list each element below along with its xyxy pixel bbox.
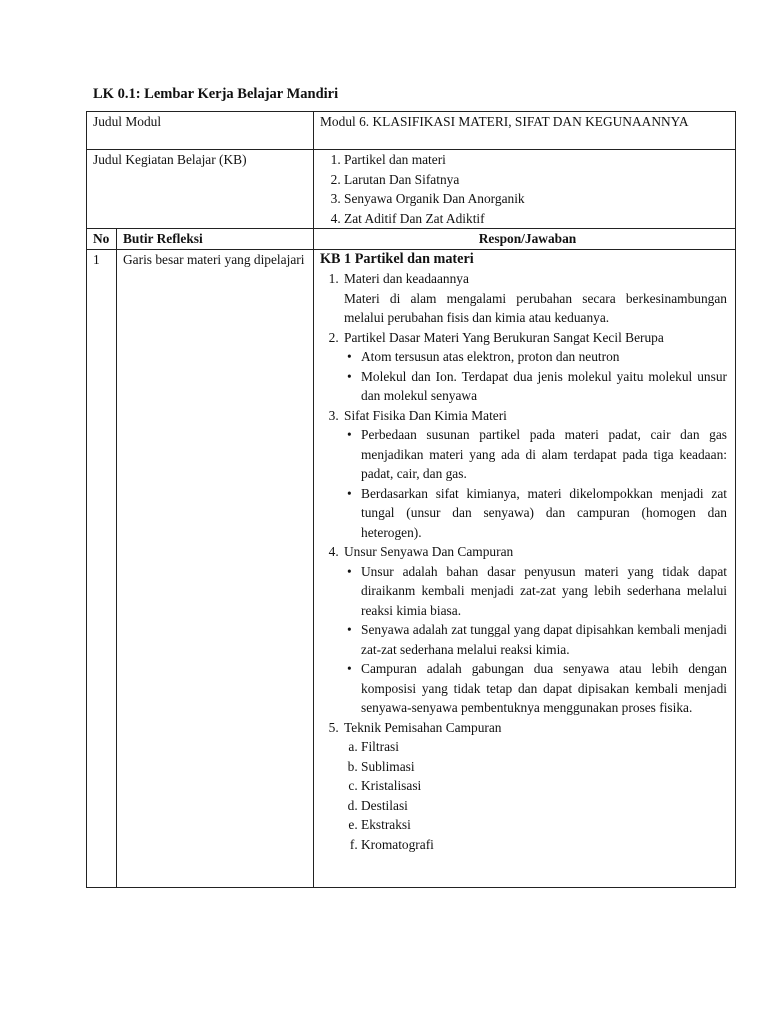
- kb-list-cell: [314, 150, 736, 229]
- kb-heading: KB 1 Partikel dan materi: [320, 250, 474, 267]
- butir-text: Garis besar materi yang dipelajari: [117, 249, 314, 887]
- response-cell: [314, 249, 736, 887]
- table-header-row: [87, 229, 736, 250]
- kb-item: 4. Zat Aditif Dan Zat Adiktif: [344, 209, 735, 229]
- page-title: LK 0.1: Lembar Kerja Belajar Mandiri: [93, 86, 339, 102]
- section-item: [342, 269, 727, 328]
- bullet-item: • Molekul dan Ion. Terdapat dua jenis molekul yaitu molekul unsur dan molekul senyawa: [361, 367, 727, 406]
- kb-list: [320, 150, 735, 228]
- section-title: Sifat Fisika Dan Kimia Materi: [344, 407, 507, 423]
- kb-item: 2. Larutan Dan Sifatnya: [344, 170, 735, 190]
- bullet-list: [344, 347, 727, 406]
- bullet-list: [344, 562, 727, 718]
- technique-item: a. Filtrasi: [361, 737, 727, 757]
- section-item: [342, 718, 727, 855]
- section-title: Partikel Dasar Materi Yang Berukuran Sangat Kecil Berupa: [344, 329, 664, 345]
- table-row-kb: [87, 150, 736, 229]
- table-row: [87, 249, 736, 887]
- section-item: [342, 406, 727, 543]
- modul-label: Judul Modul: [87, 112, 314, 150]
- section-list: [320, 269, 727, 854]
- bullet-list: [344, 425, 727, 542]
- bullet-item: • Campuran adalah gabungan dua senyawa atau lebih dengan komposisi yang tidak tetap dan dapat dipisakan kembali menjadi senyawa-senyawa pembentuknya menggunakan proses fisika.: [361, 659, 727, 718]
- table-row-modul: [87, 112, 736, 150]
- section-item: [342, 542, 727, 718]
- technique-item: e. Ekstraksi: [361, 815, 727, 835]
- row-number: 1: [87, 249, 117, 887]
- section-title: Unsur Senyawa Dan Campuran: [344, 544, 514, 559]
- section-paragraph: Materi di alam mengalami perubahan secara berkesinambungan melalui perubahan fisis dan kimia atau keduanya.: [344, 290, 727, 325]
- kb-label: Judul Kegiatan Belajar (KB): [87, 150, 314, 229]
- technique-item: d. Destilasi: [361, 796, 727, 816]
- bullet-item: • Unsur adalah bahan dasar penyusun materi yang tidak dapat diraikanm kembali menjadi zat-zat yang lebih sederhana melalui reaksi kimia biasa.: [361, 562, 727, 621]
- bullet-item: • Atom tersusun atas elektron, proton dan neutron: [361, 347, 727, 367]
- column-header-no: No: [87, 229, 117, 250]
- section-title: Teknik Pemisahan Campuran: [344, 719, 502, 735]
- column-header-respon: Respon/Jawaban: [314, 229, 736, 250]
- section-title: Materi dan keadaannya: [344, 271, 469, 286]
- bullet-item: • Perbedaan susunan partikel pada materi padat, cair dan gas menjadikan materi yang ada di alam terdapat pada tiga keadaan: padat, cair, dan gas.: [361, 425, 727, 484]
- modul-value: Modul 6. KLASIFIKASI MATERI, SIFAT DAN KEGUNAANNYA: [314, 112, 736, 150]
- technique-item: c. Kristalisasi: [361, 776, 727, 796]
- technique-item: b. Sublimasi: [361, 757, 727, 777]
- column-header-butir: Butir Refleksi: [117, 229, 314, 250]
- bullet-item: • Senyawa adalah zat tunggal yang dapat dipisahkan kembali menjadi zat-zat sederhana melalui reaksi kimia.: [361, 620, 727, 659]
- worksheet-table: [86, 111, 736, 888]
- technique-item: f. Kromatografi: [361, 835, 727, 855]
- kb-item: 1. Partikel dan materi: [344, 150, 735, 170]
- section-item: [342, 328, 727, 406]
- technique-list: [344, 737, 727, 854]
- kb-item: 3. Senyawa Organik Dan Anorganik: [344, 189, 735, 209]
- bullet-item: • Berdasarkan sifat kimianya, materi dikelompokkan menjadi zat tungal (unsur dan senyawa) dan campuran (homogen dan heterogen).: [361, 484, 727, 543]
